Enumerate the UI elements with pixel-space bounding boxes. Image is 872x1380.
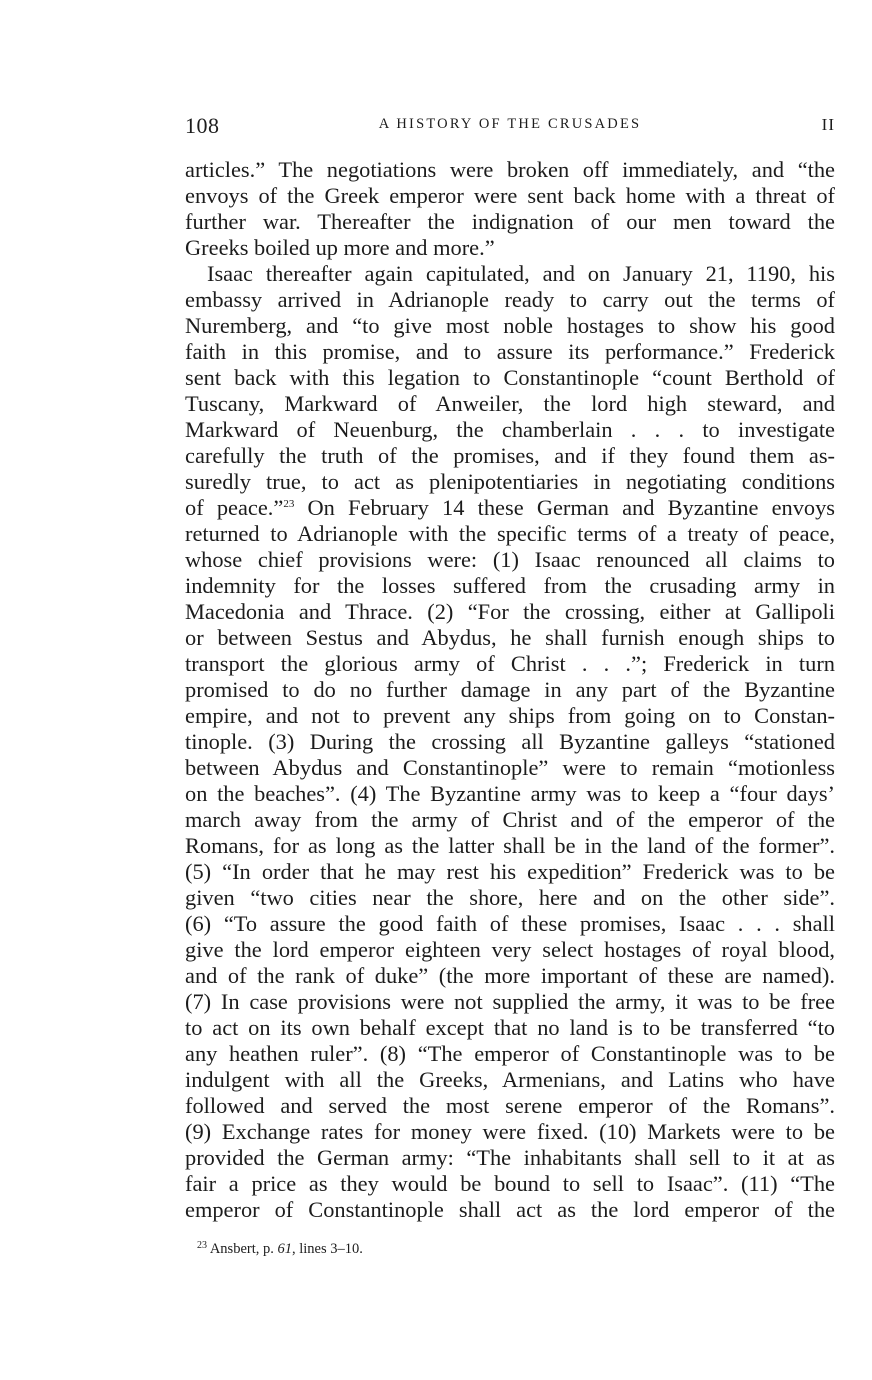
text-line: returned to Adrianople with the specific terms of a treaty of peace, bbox=[185, 521, 835, 546]
text-line: (9) Exchange rates for money were fixed. (10) Markets were to be bbox=[185, 1119, 835, 1144]
text-line: and of the rank of duke” (the more important of these are named). bbox=[185, 963, 835, 988]
page-number: 108 bbox=[185, 113, 220, 138]
text-line: march away from the army of Christ and of the emperor of the bbox=[185, 807, 835, 832]
text-line: give the lord emperor eighteen very select hostages of royal blood, bbox=[185, 937, 835, 962]
text-line: indemnity for the losses suffered from the crusading army in bbox=[185, 573, 835, 598]
text-line: Romans, for as long as the latter shall be in the land of the former”. bbox=[185, 833, 835, 858]
footnote-source: Ansbert bbox=[209, 1241, 256, 1257]
footnote-reference: 23 bbox=[283, 498, 295, 510]
book-page bbox=[185, 0, 835, 1380]
text-line: Macedonia and Thrace. (2) “For the crossing, either at Gallipoli bbox=[185, 599, 835, 624]
text-line: (6) “To assure the good faith of these promises, Isaac . . . shall bbox=[185, 911, 835, 936]
footnote-number: 23 bbox=[197, 1240, 207, 1251]
text-line: (5) “In order that he may rest his expedition” Frederick was to be bbox=[185, 859, 835, 884]
text-line: suredly true, to act as plenipotentiaries in negotiating conditions bbox=[185, 469, 835, 494]
text-line: between Abydus and Constantinople” were to remain “motionless bbox=[185, 755, 835, 780]
text-line: whose chief provisions were: (1) Isaac renounced all claims to bbox=[185, 547, 835, 572]
text-line: fair a price as they would be bound to sell to Isaac”. (11) “The bbox=[185, 1171, 835, 1196]
text-line: Greeks boiled up more and more.” bbox=[185, 235, 495, 260]
text-line: (7) In case provisions were not supplied the army, it was to be free bbox=[185, 989, 835, 1014]
text-line: carefully the truth of the promises, and if they found them as- bbox=[185, 443, 835, 468]
text-line: transport the glorious army of Christ . . .”; Frederick in turn bbox=[185, 651, 835, 676]
text-line: empire, and not to prevent any ships from going on to Constan- bbox=[185, 703, 835, 728]
body-text bbox=[185, 157, 835, 1223]
text-line: Isaac thereafter again capitulated, and on January 21, 1190, his bbox=[207, 261, 835, 286]
running-title: A HISTORY OF THE CRUSADES bbox=[378, 116, 642, 132]
text-line: emperor of Constantinople shall act as the lord emperor of the bbox=[185, 1197, 835, 1222]
text-line: embassy arrived in Adrianople ready to carry out the terms of bbox=[185, 287, 835, 312]
text-line: articles.” The negotiations were broken off immediately, and “the bbox=[185, 157, 835, 182]
text-line bbox=[185, 495, 835, 521]
text-line: indulgent with all the Greeks, Armenians, and Latins who have bbox=[185, 1067, 835, 1092]
volume-number: II bbox=[821, 115, 835, 134]
footnote-text: , lines 3–10. bbox=[292, 1241, 363, 1257]
text-line: sent back with this legation to Constantinople “count Berthold of bbox=[185, 365, 835, 390]
text-line: followed and served the most serene emperor of the Romans”. bbox=[185, 1093, 835, 1118]
text-line: promised to do no further damage in any part of the Byzantine bbox=[185, 677, 835, 702]
text-line: tinople. (3) During the crossing all Byzantine galleys “stationed bbox=[185, 729, 835, 754]
running-header bbox=[185, 113, 835, 141]
footnote bbox=[197, 1240, 363, 1260]
text-line: Tuscany, Markward of Anweiler, the lord high steward, and bbox=[185, 391, 835, 416]
text-line: Nuremberg, and “to give most noble hostages to show his good bbox=[185, 313, 835, 338]
text-fragment: of peace.” bbox=[185, 495, 284, 520]
text-line: provided the German army: “The inhabitants shall sell to it at as bbox=[185, 1145, 835, 1170]
text-line: on the beaches”. (4) The Byzantine army was to keep a “four days’ bbox=[185, 781, 835, 806]
text-line: further war. Thereafter the indignation of our men toward the bbox=[185, 209, 835, 234]
footnote-text: , p. bbox=[255, 1241, 278, 1257]
text-line: or between Sestus and Abydus, he shall furnish enough ships to bbox=[185, 625, 835, 650]
text-line: envoys of the Greek emperor were sent back home with a threat of bbox=[185, 183, 835, 208]
text-line: to act on its own behalf except that no land is to be transferred “to bbox=[185, 1015, 835, 1040]
text-line: any heathen ruler”. (8) “The emperor of Constantinople was to be bbox=[185, 1041, 835, 1066]
text-line: faith in this promise, and to assure its performance.” Frederick bbox=[185, 339, 835, 364]
text-fragment: On February 14 these German and Byzantine envoys bbox=[294, 495, 836, 520]
text-line: Markward of Neuenburg, the chamberlain . . . to investigate bbox=[185, 417, 835, 442]
footnote-page: 61 bbox=[277, 1241, 292, 1257]
text-line: given “two cities near the shore, here and on the other side”. bbox=[185, 885, 835, 910]
